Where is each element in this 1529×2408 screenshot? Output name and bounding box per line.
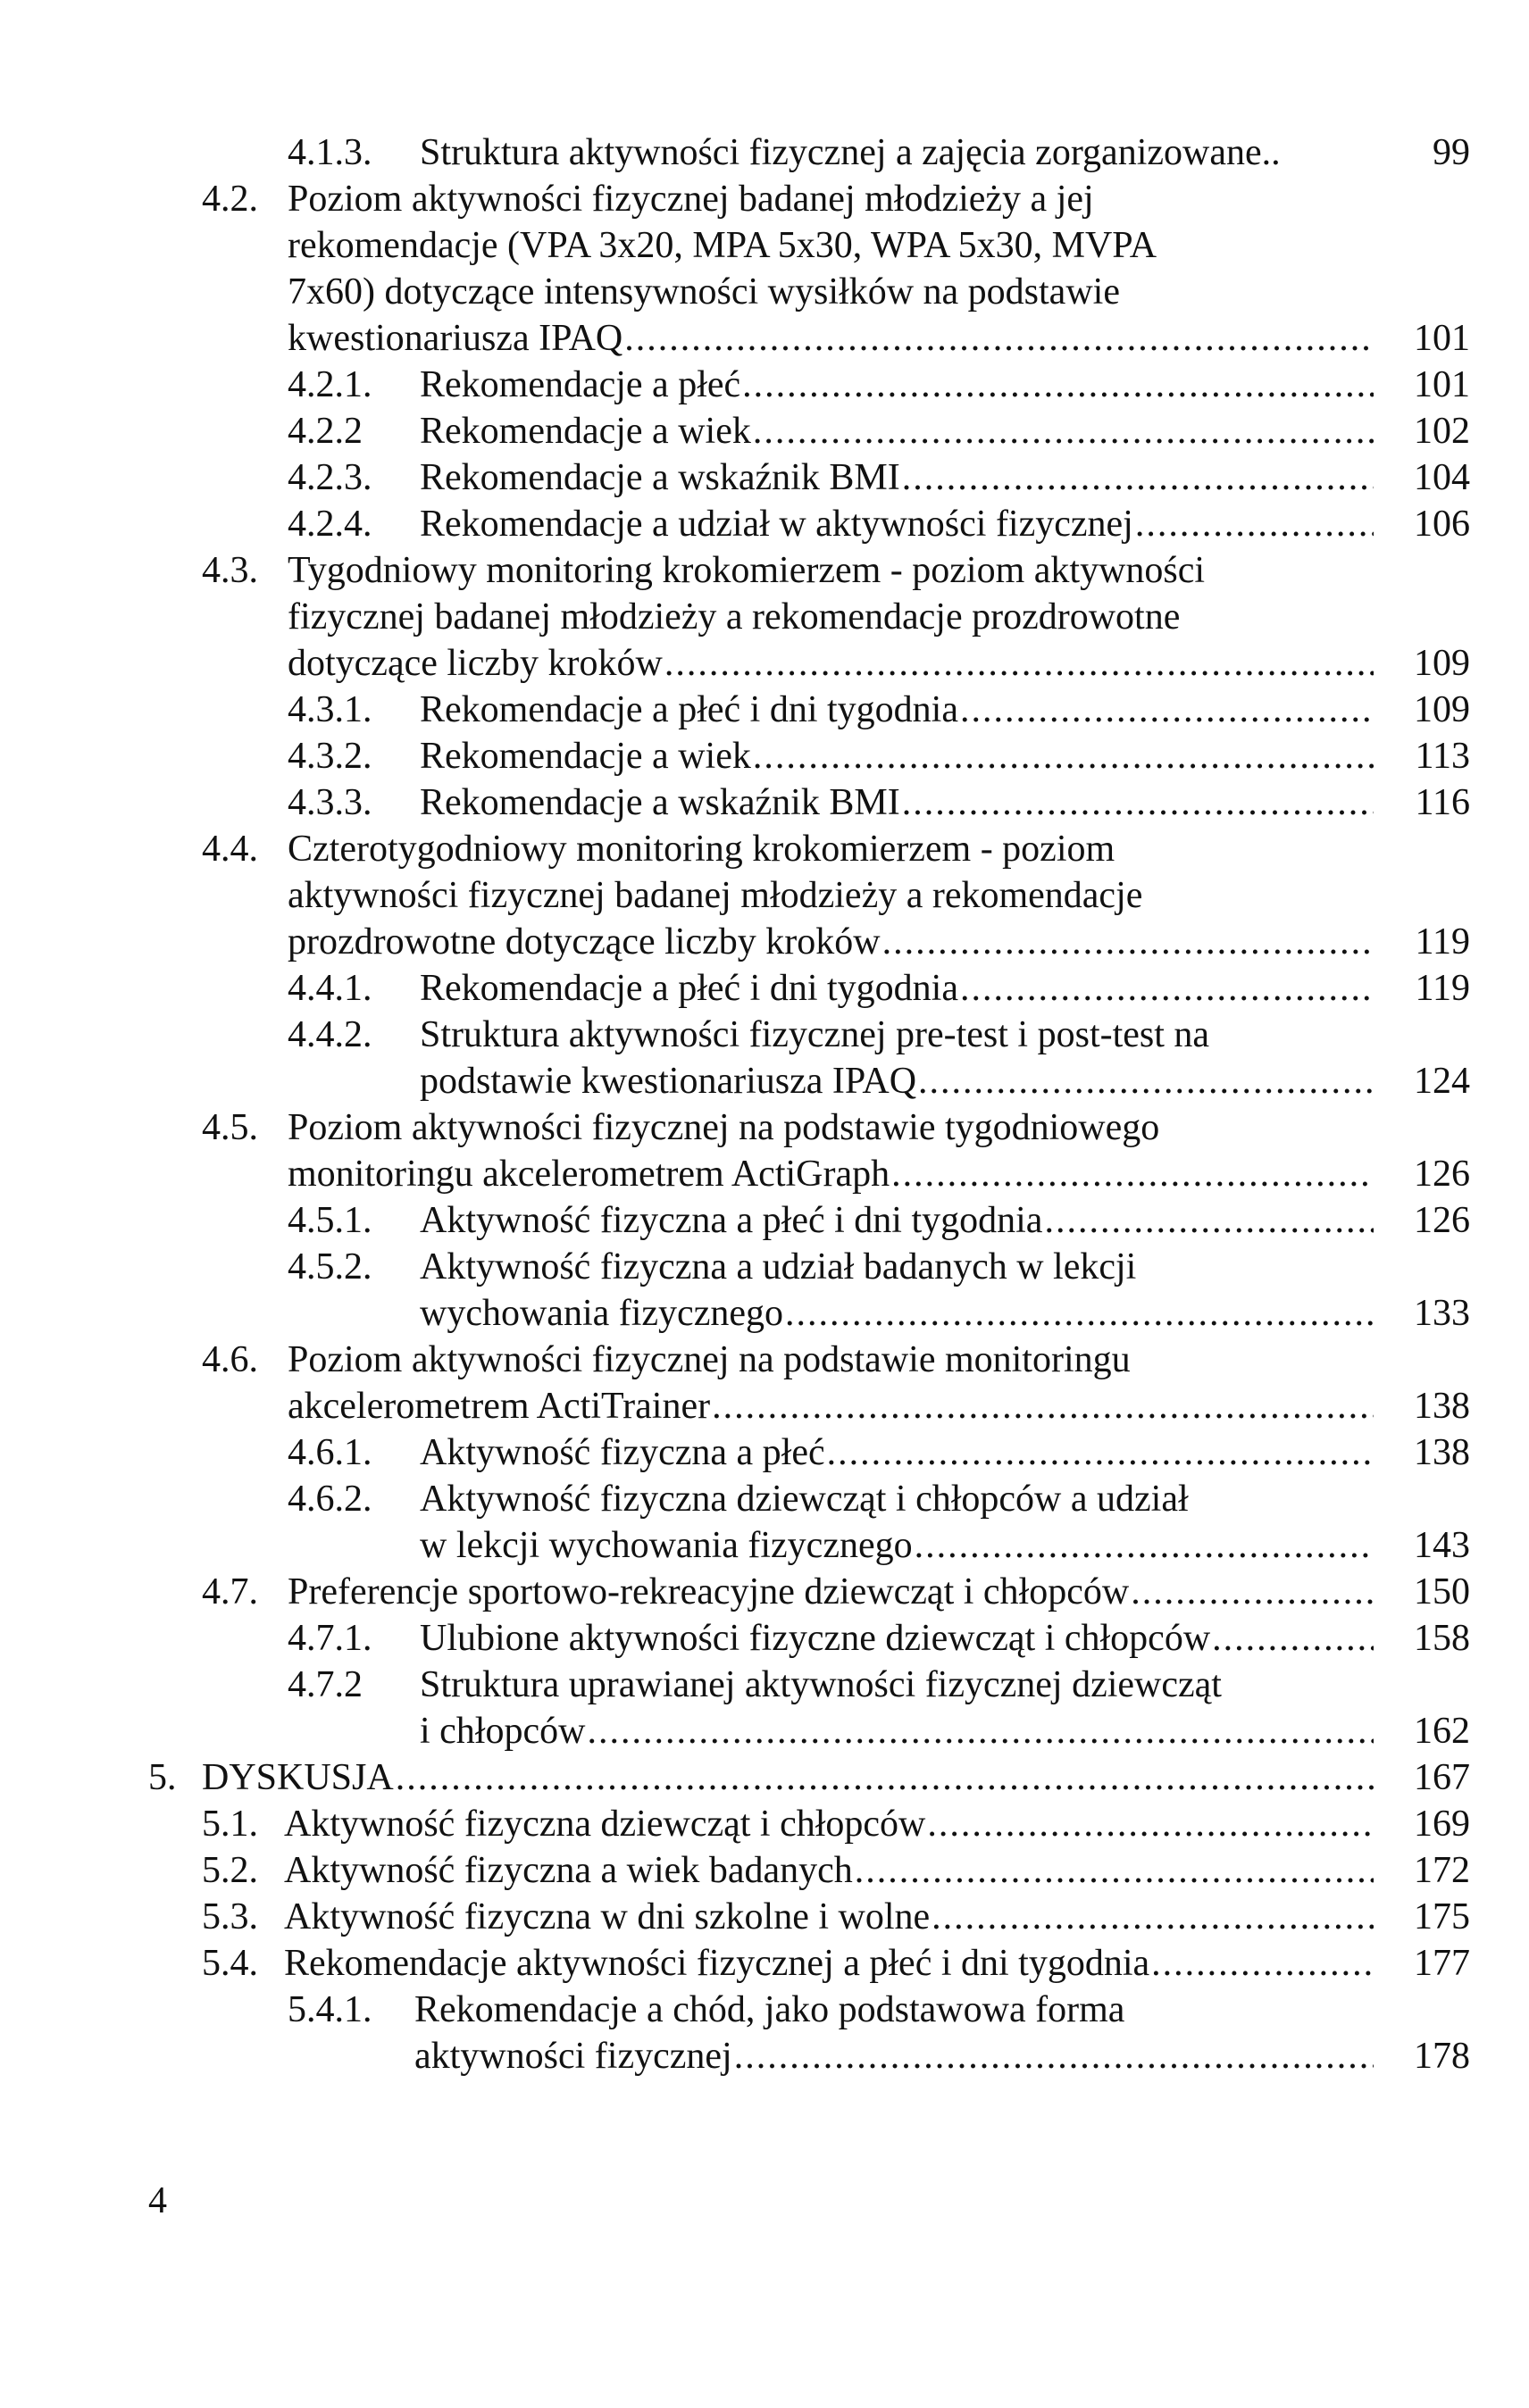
entry-title: Rekomendacje a wskaźnik BMI <box>420 457 900 498</box>
dot-leader <box>734 2032 1374 2080</box>
entry-title: Poziom aktywności fizycznej na podstawie monitoringu <box>288 1339 1131 1380</box>
dot-leader <box>932 1893 1374 1941</box>
entry-page: 126 <box>1414 1200 1470 1241</box>
entry-number: 4.4.1. <box>288 968 372 1009</box>
dot-leader <box>918 1057 1374 1105</box>
entry-title: podstawie kwestionariusza IPAQ <box>420 1061 917 1102</box>
entry-number: 4.2.3. <box>288 457 372 498</box>
entry-number: 5.4.1. <box>288 1989 372 2030</box>
entry-title: Aktywność fizyczna a wiek badanych <box>284 1850 853 1891</box>
dot-leader <box>1131 1568 1374 1616</box>
entry-title: DYSKUSJA <box>202 1757 394 1798</box>
entry-title: Rekomendacje a płeć i dni tygodnia <box>420 689 958 730</box>
toc-entry <box>202 175 1470 223</box>
entry-page: 116 <box>1415 782 1470 823</box>
toc-entry <box>288 1429 1470 1477</box>
entry-page: 102 <box>1414 411 1470 452</box>
entry-title: Rekomendacje a płeć i dni tygodnia <box>420 968 958 1009</box>
entry-title: fizycznej badanej młodzieży a rekomendacje prozdrowotne <box>288 596 1181 637</box>
toc-entry <box>288 1243 1470 1291</box>
entry-page: 162 <box>1414 1711 1470 1752</box>
toc-entry <box>288 129 1470 177</box>
entry-page: 133 <box>1414 1293 1470 1334</box>
dot-leader <box>927 1800 1374 1848</box>
entry-page: 158 <box>1414 1618 1470 1659</box>
toc-entry <box>202 546 1470 595</box>
entry-number: 4.2.2 <box>288 411 363 452</box>
toc-entry-continuation <box>288 1707 1470 1755</box>
entry-page: 109 <box>1414 689 1470 730</box>
dot-leader <box>785 1289 1374 1337</box>
entry-title: dotyczące liczby kroków <box>288 643 663 684</box>
entry-title: i chłopców <box>420 1711 586 1752</box>
entry-page: 109 <box>1414 643 1470 684</box>
entry-number: 4.4.2. <box>288 1014 372 1055</box>
entry-title: prozdrowotne dotyczące liczby kroków <box>288 921 881 962</box>
dot-leader <box>624 314 1374 362</box>
toc-entry-continuation <box>288 918 1470 966</box>
entry-page: 113 <box>1415 736 1470 777</box>
toc-entry <box>288 1986 1470 2034</box>
entry-number: 4.2.1. <box>288 364 372 405</box>
toc-entry <box>288 1475 1470 1523</box>
entry-title: rekomendacje (VPA 3x20, MPA 5x30, WPA 5x30, MVPA <box>288 225 1157 266</box>
entry-page: 119 <box>1415 921 1470 962</box>
entry-number: 4.7.1. <box>288 1618 372 1659</box>
entry-title: Aktywność fizyczna dziewcząt i chłopców a udział <box>420 1479 1189 1520</box>
entry-number: 5. <box>148 1757 177 1798</box>
toc-entry <box>288 779 1470 827</box>
toc-entry <box>288 1614 1470 1662</box>
dot-leader <box>664 639 1374 687</box>
toc-entry <box>288 1661 1470 1709</box>
entry-title: Ulubione aktywności fizyczne dziewcząt i chłopców <box>420 1618 1211 1659</box>
entry-number: 4.4. <box>202 829 258 870</box>
dot-leader <box>712 1382 1374 1430</box>
toc-entry-continuation <box>288 593 1470 641</box>
dot-leader <box>960 686 1374 734</box>
entry-title: Aktywność fizyczna w dni szkolne i wolne <box>284 1896 931 1937</box>
entry-title: Rekomendacje a płeć <box>420 364 741 405</box>
entry-number: 5.2. <box>202 1850 258 1891</box>
toc-entry-continuation <box>288 1289 1470 1337</box>
entry-page: 177 <box>1414 1943 1470 1984</box>
entry-title: monitoringu akcelerometrem ActiGraph <box>288 1154 890 1195</box>
entry-page: 124 <box>1414 1061 1470 1102</box>
entry-number: 4.5. <box>202 1107 258 1148</box>
entry-title: Rekomendacje a wiek <box>420 736 751 777</box>
dot-leader <box>396 1754 1374 1802</box>
entry-title: Struktura uprawianej aktywności fizycznej dziewcząt <box>420 1664 1222 1705</box>
toc-chapter <box>148 1754 1470 1802</box>
entry-page: 99 <box>1433 132 1470 173</box>
entry-title: akcelerometrem ActiTrainer <box>288 1386 711 1427</box>
entry-title: Rekomendacje a wskaźnik BMI <box>420 782 900 823</box>
toc-entry <box>288 1011 1470 1059</box>
toc-entry-continuation <box>288 1150 1470 1198</box>
entry-title: aktywności fizycznej <box>414 2036 732 2077</box>
entry-page: 167 <box>1414 1757 1470 1798</box>
toc-entry <box>202 1846 1470 1895</box>
toc-entry-continuation <box>288 268 1470 316</box>
dot-leader <box>753 732 1374 780</box>
dot-leader <box>855 1846 1374 1895</box>
entry-title: Rekomendacje aktywności fizycznej a płeć i dni tygodnia <box>284 1943 1150 1984</box>
entry-title: wychowania fizycznego <box>420 1293 783 1334</box>
toc-entry <box>288 407 1470 455</box>
entry-title: Rekomendacje a udział w aktywności fizycznej <box>420 504 1133 545</box>
entry-number: 4.7.2 <box>288 1664 363 1705</box>
toc-entry-continuation <box>288 1382 1470 1430</box>
entry-title: Tygodniowy monitoring krokomierzem - poziom aktywności <box>288 550 1206 591</box>
dot-leader <box>915 1521 1374 1570</box>
toc-entry <box>288 454 1470 502</box>
entry-number: 5.4. <box>202 1943 258 1984</box>
toc-entry <box>202 825 1470 873</box>
toc-entry <box>288 1196 1470 1245</box>
entry-title: Aktywność fizyczna a płeć <box>420 1432 825 1473</box>
entry-page: 172 <box>1414 1850 1470 1891</box>
entry-number: 4.1.3. <box>288 132 372 173</box>
dot-leader <box>587 1707 1374 1755</box>
entry-title: Struktura aktywności fizycznej pre-test i post-test na <box>420 1014 1210 1055</box>
entry-number: 4.5.1. <box>288 1200 372 1241</box>
entry-title: Struktura aktywności fizycznej a zajęcia zorganizowane.. <box>420 132 1281 173</box>
dot-leader <box>1135 500 1374 548</box>
dot-leader <box>827 1429 1374 1477</box>
toc-entry <box>202 1800 1470 1848</box>
entry-number: 4.3.3. <box>288 782 372 823</box>
dot-leader <box>1044 1196 1374 1245</box>
entry-title: Rekomendacje a chód, jako podstawowa forma <box>414 1989 1125 2030</box>
entry-page: 175 <box>1414 1896 1470 1937</box>
entry-number: 5.1. <box>202 1804 258 1845</box>
entry-page: 101 <box>1414 318 1470 359</box>
toc-entry <box>288 732 1470 780</box>
entry-number: 4.5.2. <box>288 1246 372 1287</box>
toc-entry <box>202 1939 1470 1987</box>
entry-number: 4.6.2. <box>288 1479 372 1520</box>
dot-leader <box>882 918 1374 966</box>
entry-title: Rekomendacje a wiek <box>420 411 751 452</box>
toc-entry <box>288 361 1470 409</box>
toc-entry <box>288 686 1470 734</box>
entry-title: Poziom aktywności fizycznej badanej młodzieży a jej <box>288 179 1094 220</box>
entry-page: 101 <box>1414 364 1470 405</box>
dot-leader <box>1212 1614 1374 1662</box>
entry-page: 143 <box>1414 1525 1470 1566</box>
toc-entry <box>202 1893 1470 1941</box>
entry-title: Aktywność fizyczna a płeć i dni tygodnia <box>420 1200 1043 1241</box>
toc-entry-continuation <box>288 1057 1470 1105</box>
entry-page: 169 <box>1414 1804 1470 1845</box>
entry-page: 178 <box>1414 2036 1470 2077</box>
toc-entry-continuation <box>288 639 1470 687</box>
dot-leader <box>753 407 1374 455</box>
toc-entry-continuation <box>288 2032 1470 2080</box>
entry-title: Aktywność fizyczna dziewcząt i chłopców <box>284 1804 926 1845</box>
dot-leader <box>891 1150 1374 1198</box>
dot-leader <box>1151 1939 1374 1987</box>
toc-entry-continuation <box>288 314 1470 362</box>
entry-page: 119 <box>1415 968 1470 1009</box>
entry-number: 4.3.2. <box>288 736 372 777</box>
entry-title: aktywności fizycznej badanej młodzieży a rekomendacje <box>288 875 1143 916</box>
entry-page: 126 <box>1414 1154 1470 1195</box>
entry-page: 150 <box>1414 1571 1470 1612</box>
entry-title: kwestionariusza IPAQ <box>288 318 623 359</box>
entry-title: Aktywność fizyczna a udział badanych w lekcji <box>420 1246 1137 1287</box>
entry-title: Czterotygodniowy monitoring krokomierzem - poziom <box>288 829 1115 870</box>
entry-title: Preferencje sportowo-rekreacyjne dziewcząt i chłopców <box>288 1571 1130 1612</box>
dot-leader <box>902 454 1374 502</box>
toc-entry <box>288 500 1470 548</box>
entry-title: w lekcji wychowania fizycznego <box>420 1525 913 1566</box>
entry-title: 7x60) dotyczące intensywności wysiłków na podstawie <box>288 271 1120 312</box>
entry-page: 138 <box>1414 1432 1470 1473</box>
entry-number: 4.2.4. <box>288 504 372 545</box>
toc-entry <box>202 1568 1470 1616</box>
entry-title: Poziom aktywności fizycznej na podstawie tygodniowego <box>288 1107 1160 1148</box>
dot-leader <box>902 779 1374 827</box>
dot-leader <box>960 964 1374 1012</box>
entry-number: 5.3. <box>202 1896 258 1937</box>
entry-page: 138 <box>1414 1386 1470 1427</box>
toc-entry <box>288 964 1470 1012</box>
dot-leader <box>742 361 1374 409</box>
entry-number: 4.3. <box>202 550 258 591</box>
entry-number: 4.7. <box>202 1571 258 1612</box>
entry-number: 4.3.1. <box>288 689 372 730</box>
toc-entry-continuation <box>288 871 1470 920</box>
toc-entry <box>202 1104 1470 1152</box>
toc-entry <box>202 1336 1470 1384</box>
entry-number: 4.6.1. <box>288 1432 372 1473</box>
toc-entry-continuation <box>288 1521 1470 1570</box>
entry-number: 4.2. <box>202 179 258 220</box>
entry-page: 104 <box>1414 457 1470 498</box>
entry-page: 106 <box>1414 504 1470 545</box>
toc-entry-continuation <box>288 221 1470 270</box>
entry-number: 4.6. <box>202 1339 258 1380</box>
page-number: 4 <box>148 2180 167 2221</box>
